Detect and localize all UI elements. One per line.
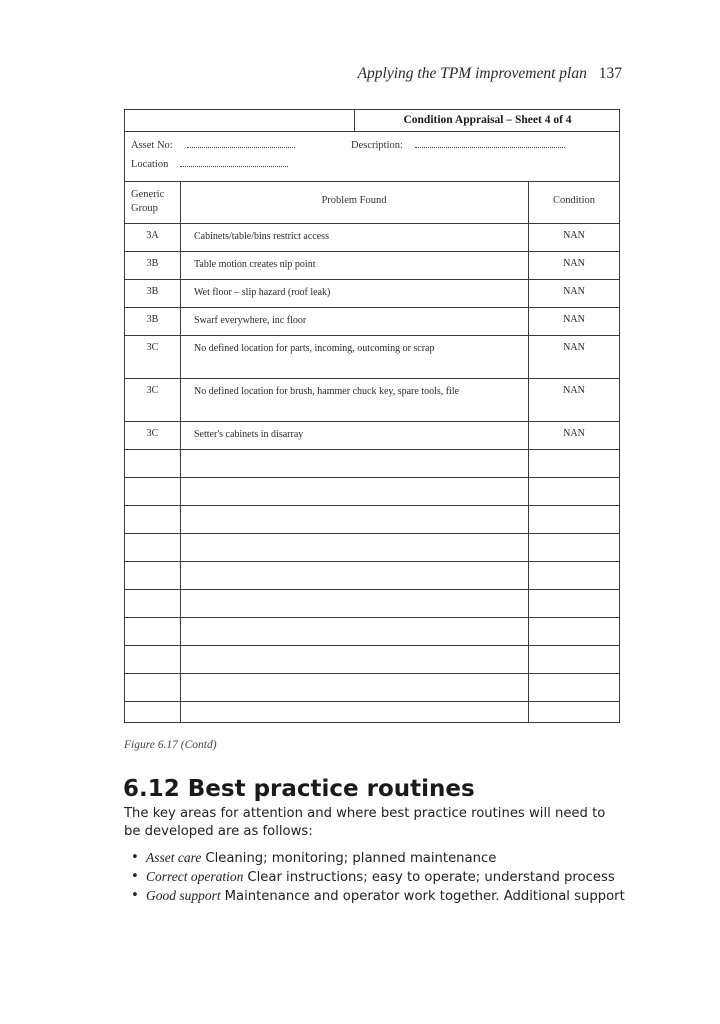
row-group: 3B <box>146 258 159 269</box>
section-number: 6.12 <box>123 776 180 802</box>
row-problem: Swarf everywhere, inc floor <box>194 315 307 326</box>
problem-table <box>125 181 619 722</box>
section-intro: The key areas for attention and where best practice routines will need to be developed are as follows: <box>124 806 606 839</box>
location-field <box>131 157 288 170</box>
empty-table-row <box>125 645 619 674</box>
condition-appraisal-form <box>124 109 620 723</box>
page-number: 137 <box>598 65 622 82</box>
running-head-title: Applying the TPM improvement plan <box>357 65 587 82</box>
row-group: 3C <box>146 385 159 396</box>
best-practice-list <box>124 849 624 906</box>
location-label: Location <box>131 159 169 170</box>
empty-table-row <box>125 673 619 702</box>
asset-no-field <box>131 138 295 151</box>
empty-table-row <box>125 617 619 646</box>
bullet-icon: • <box>131 850 139 865</box>
empty-table-row <box>125 533 619 562</box>
header-problem-found: Problem Found <box>321 195 387 206</box>
list-item <box>124 868 624 887</box>
row-group: 3C <box>146 428 159 439</box>
list-item-term: Asset care <box>146 850 202 865</box>
header-condition: Condition <box>552 195 595 206</box>
row-condition: NAN <box>563 314 585 325</box>
table-row <box>125 335 619 379</box>
empty-table-row <box>125 589 619 618</box>
header-generic-group: Generic Group <box>131 189 165 214</box>
running-head <box>358 65 622 83</box>
empty-table-row <box>125 477 619 506</box>
list-item-text: Maintenance and operator work together. Additional support <box>224 889 625 904</box>
sheet-title: Condition Appraisal – Sheet 4 of 4 <box>354 110 620 131</box>
table-row <box>125 421 619 450</box>
list-item <box>124 849 624 868</box>
table-header <box>125 181 619 224</box>
description-field <box>351 138 565 151</box>
location-blank <box>180 157 288 167</box>
row-group: 3B <box>146 286 159 297</box>
description-label: Description: <box>351 140 403 151</box>
row-group: 3B <box>146 314 159 325</box>
list-item-text: Clear instructions; easy to operate; understand process <box>247 870 615 885</box>
row-condition: NAN <box>563 286 585 297</box>
asset-no-label: Asset No: <box>131 140 173 151</box>
empty-table-row <box>125 561 619 590</box>
table-row <box>125 223 619 252</box>
row-condition: NAN <box>563 342 585 353</box>
empty-table-row <box>125 701 619 722</box>
row-problem: Wet floor – slip hazard (roof leak) <box>194 287 331 298</box>
row-group: 3C <box>146 342 159 353</box>
bullet-icon: • <box>131 869 139 884</box>
table-row <box>125 251 619 280</box>
section-heading <box>123 776 475 802</box>
row-problem: No defined location for parts, incoming, outcoming or scrap <box>194 343 435 354</box>
row-condition: NAN <box>563 385 585 396</box>
description-blank <box>415 138 565 148</box>
empty-table-row <box>125 449 619 478</box>
row-condition: NAN <box>563 258 585 269</box>
empty-table-row <box>125 505 619 534</box>
list-item-term: Correct operation <box>146 869 244 884</box>
table-row <box>125 307 619 336</box>
row-problem: No defined location for brush, hammer chuck key, spare tools, file <box>194 386 460 397</box>
asset-info-block <box>125 131 619 182</box>
section-title: Best practice routines <box>187 776 475 802</box>
list-item-text: Cleaning; monitoring; planned maintenance <box>205 851 497 866</box>
asset-no-blank <box>187 138 295 148</box>
row-problem: Cabinets/table/bins restrict access <box>194 231 329 242</box>
table-row <box>125 378 619 422</box>
sheet-title-row <box>125 110 619 132</box>
list-item <box>124 887 624 906</box>
row-condition: NAN <box>563 428 585 439</box>
figure-caption: Figure 6.17 (Contd) <box>124 739 217 751</box>
row-group: 3A <box>146 230 159 241</box>
list-item-term: Good support <box>146 888 221 903</box>
row-problem: Table motion creates nip point <box>194 259 316 270</box>
bullet-icon: • <box>131 888 139 903</box>
row-condition: NAN <box>563 230 585 241</box>
table-row <box>125 279 619 308</box>
row-problem: Setter's cabinets in disarray <box>194 429 304 440</box>
